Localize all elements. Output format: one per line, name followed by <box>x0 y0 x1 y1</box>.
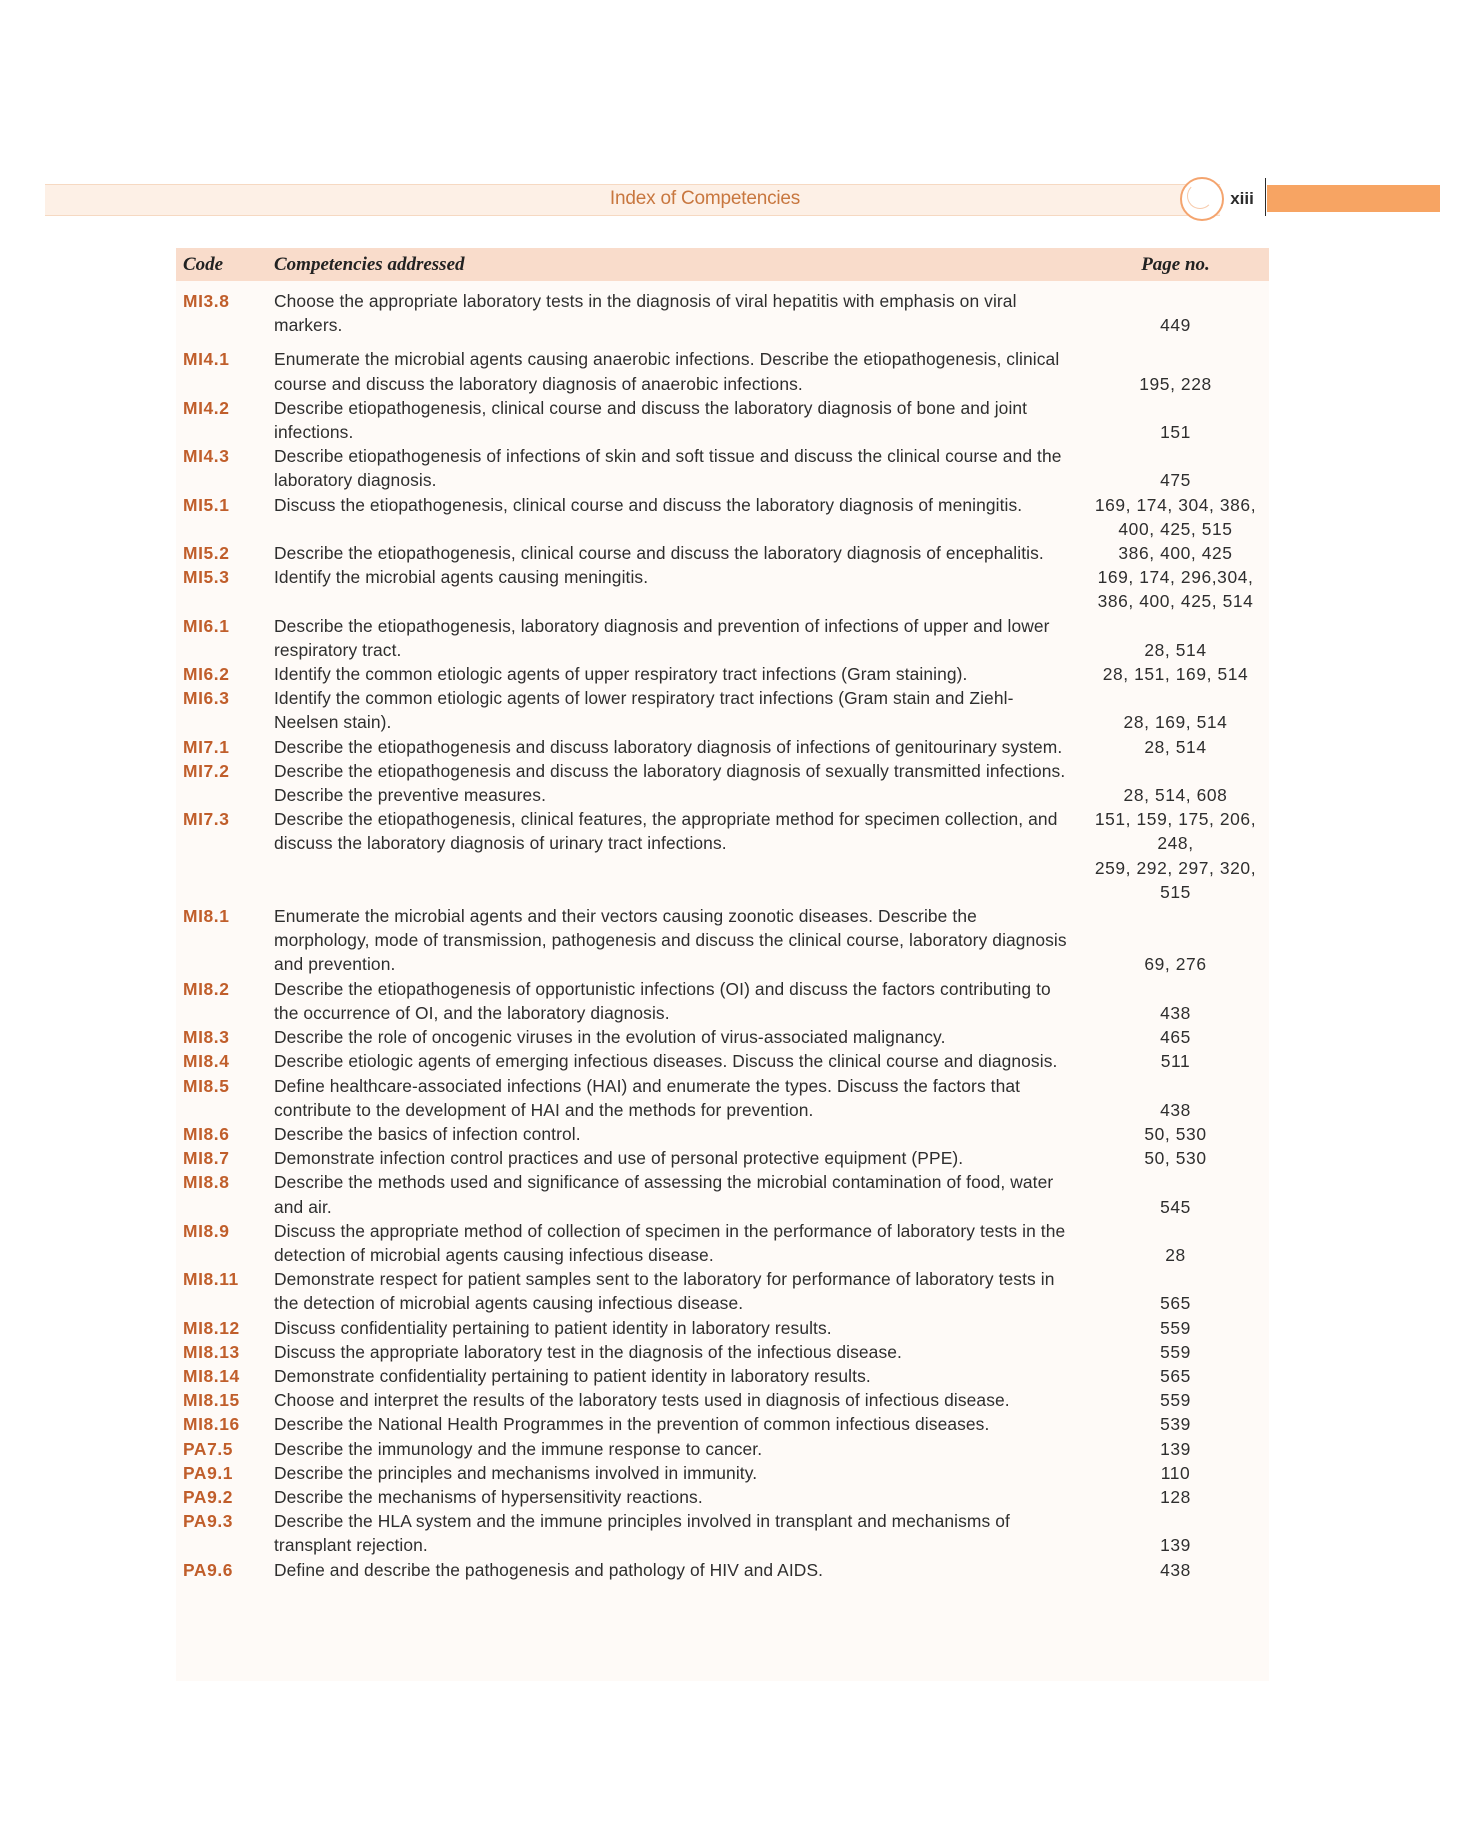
competency-description: Describe the etiopathogenesis, clinical features, the appropriate method for specimen collection, and discuss the laboratory diagnosis of urinary tract infections. <box>274 809 1058 854</box>
running-header-title: Index of Competencies <box>609 188 801 209</box>
competency-code: MI4.1 <box>183 349 230 370</box>
table-row <box>176 1388 1269 1412</box>
table-row <box>176 1509 1269 1557</box>
competency-description: Define healthcare-associated infections (HAI) and enumerate the types. Discuss the factors that contribute to the development of HAI and the methods for prevention. <box>274 1075 1021 1120</box>
page-numbers: 565 <box>1160 1293 1191 1314</box>
column-header-code: Code <box>183 253 224 275</box>
table-row <box>176 1364 1269 1388</box>
competency-description: Choose and interpret the results of the laboratory tests used in diagnosis of infectious disease. <box>274 1390 1010 1411</box>
competency-code: MI4.3 <box>183 446 230 467</box>
competency-code: MI8.6 <box>183 1123 230 1144</box>
table-row <box>176 1461 1269 1485</box>
competency-code: MI5.3 <box>183 567 230 588</box>
competency-code: MI3.8 <box>183 291 230 311</box>
competency-description: Choose the appropriate laboratory tests in the diagnosis of viral hepatitis with emphasis on viral markers. <box>274 291 1017 336</box>
table-row <box>176 1219 1269 1267</box>
table-row <box>176 1412 1269 1436</box>
table-row <box>176 1437 1269 1461</box>
competency-description: Enumerate the microbial agents and their vectors causing zoonotic diseases. Describe the morphology, mode of transmission, pathogenesis and discuss the clinical course, laboratory diagnosis and prevention. <box>274 906 1067 975</box>
page-numbers: 438 <box>1160 1002 1191 1023</box>
competency-description: Describe the etiopathogenesis and discuss laboratory diagnosis of infections of genitourinary system. <box>274 736 1063 757</box>
competency-code: MI8.15 <box>183 1390 240 1411</box>
table-row <box>176 1074 1269 1122</box>
page-numbers: 475 <box>1160 470 1191 491</box>
competencies-table <box>176 248 1269 1582</box>
competency-code: MI8.3 <box>183 1027 230 1048</box>
competency-description: Describe the etiopathogenesis and discuss the laboratory diagnosis of sexually transmitted infections. Describe the preventive measures. <box>274 760 1066 806</box>
page-numbers: 386, 400, 425 <box>1118 543 1233 564</box>
page-numbers: 28, 514 <box>1144 639 1207 660</box>
competency-description: Demonstrate infection control practices and use of personal protective equipment (PPE). <box>274 1148 964 1169</box>
page-numbers: 50, 530 <box>1144 1123 1207 1144</box>
table-row <box>176 614 1269 662</box>
page-numbers: 195, 228 <box>1139 373 1212 394</box>
competency-description: Demonstrate respect for patient samples sent to the laboratory for performance of laboratory tests in the detection of microbial agents causing infectious disease. <box>274 1269 1055 1314</box>
table-row <box>176 1485 1269 1509</box>
page-numbers: 110 <box>1160 1462 1191 1483</box>
competency-description: Discuss the etiopathogenesis, clinical course and discuss the laboratory diagnosis of meningitis. <box>274 494 1023 515</box>
table-row <box>176 281 1269 337</box>
competency-description: Describe the etiopathogenesis, laboratory diagnosis and prevention of infections of upper and lower respiratory tract. <box>274 615 1050 660</box>
table-row <box>176 1170 1269 1218</box>
competency-code: PA7.5 <box>183 1438 234 1459</box>
competency-description: Describe the mechanisms of hypersensitivity reactions. <box>274 1486 703 1507</box>
competency-description: Describe the National Health Programmes in the prevention of common infectious diseases. <box>274 1414 990 1435</box>
table-row <box>176 662 1269 686</box>
table-row <box>176 977 1269 1025</box>
competency-description: Describe the basics of infection control. <box>274 1123 581 1144</box>
page-numbers: 28, 151, 169, 514 <box>1102 664 1249 685</box>
competency-description: Discuss confidentiality pertaining to patient identity in laboratory results. <box>274 1317 832 1338</box>
page-numbers: 559 <box>1160 1317 1191 1338</box>
table-row <box>176 735 1269 759</box>
competency-code: MI8.16 <box>183 1414 240 1435</box>
table-row <box>176 807 1269 904</box>
competency-code: PA9.3 <box>183 1511 234 1532</box>
competency-description: Describe the etiopathogenesis, clinical course and discuss the laboratory diagnosis of encephalitis. <box>274 543 1044 564</box>
competency-code: MI8.13 <box>183 1341 240 1362</box>
table-row <box>176 337 1269 395</box>
competency-code: MI6.2 <box>183 664 230 685</box>
competency-description: Describe etiopathogenesis, clinical course and discuss the laboratory diagnosis of bone and joint infections. <box>274 397 1028 443</box>
page-numbers: 438 <box>1160 1099 1191 1120</box>
page-numbers: 28, 169, 514 <box>1123 712 1228 733</box>
competency-code: MI8.5 <box>183 1075 230 1096</box>
table-header-row <box>176 248 1269 281</box>
column-header-competencies: Competencies addressed <box>274 253 465 275</box>
competency-code: MI8.12 <box>183 1317 240 1338</box>
competency-description: Describe the methods used and significance of assessing the microbial contamination of food, water and air. <box>274 1172 1054 1217</box>
table-row <box>176 1049 1269 1073</box>
page-numbers: 128 <box>1160 1486 1191 1507</box>
page-numbers: 139 <box>1160 1535 1191 1556</box>
table-row <box>176 1025 1269 1049</box>
page-numbers: 559 <box>1160 1341 1191 1362</box>
competency-description: Describe the HLA system and the immune principles involved in transplant and mechanisms of transplant rejection. <box>274 1511 1010 1556</box>
competency-code: MI5.2 <box>183 543 230 564</box>
competency-description: Describe the etiopathogenesis of opportunistic infections (OI) and discuss the factors contributing to the occurrence of OI, and the laboratory diagnosis. <box>274 978 1051 1023</box>
competency-description: Define and describe the pathogenesis and pathology of HIV and AIDS. <box>274 1559 824 1580</box>
page-numbers: 511 <box>1160 1051 1191 1072</box>
page-numbers: 438 <box>1160 1559 1191 1580</box>
competency-code: MI8.14 <box>183 1365 240 1386</box>
competency-code: MI6.1 <box>183 615 230 636</box>
page-numbers: 539 <box>1160 1414 1191 1435</box>
competency-code: MI4.2 <box>183 397 230 418</box>
competency-code: MI8.1 <box>183 906 230 927</box>
competency-code: MI7.3 <box>183 809 230 830</box>
competency-code: PA9.1 <box>183 1462 234 1483</box>
competency-description: Describe the principles and mechanisms involved in immunity. <box>274 1462 758 1483</box>
competency-description: Discuss the appropriate laboratory test in the diagnosis of the infectious disease. <box>274 1341 902 1362</box>
competency-description: Describe the immunology and the immune response to cancer. <box>274 1438 763 1459</box>
competency-code: MI8.8 <box>183 1172 230 1193</box>
table-row <box>176 396 1269 444</box>
table-row <box>176 444 1269 492</box>
page-number-divider <box>1265 178 1266 216</box>
competency-description: Demonstrate confidentiality pertaining to patient identity in laboratory results. <box>274 1365 871 1386</box>
competency-description: Identify the common etiologic agents of upper respiratory tract infections (Gram staining). <box>274 664 968 685</box>
table-row <box>176 904 1269 977</box>
competencies-table-container <box>176 248 1269 1681</box>
table-row <box>176 686 1269 734</box>
table-body <box>176 281 1269 1582</box>
page-numbers: 169, 174, 304, 386, 400, 425, 515 <box>1094 494 1257 539</box>
page-numbers: 169, 174, 296,304, 386, 400, 425, 514 <box>1097 567 1254 612</box>
competency-code: MI7.1 <box>183 736 230 757</box>
table-row <box>176 1267 1269 1315</box>
competency-description: Enumerate the microbial agents causing anaerobic infections. Describe the etiopathogenesis, clinical course and discuss the laboratory diagnosis of anaerobic infections. <box>274 349 1060 394</box>
competency-description: Describe the role of oncogenic viruses in the evolution of virus-associated malignancy. <box>274 1027 946 1048</box>
competency-code: PA9.6 <box>183 1559 234 1580</box>
table-row <box>176 1146 1269 1170</box>
page-number: xiii <box>1230 189 1254 208</box>
page-numbers: 545 <box>1160 1196 1191 1217</box>
competency-code: MI8.9 <box>183 1220 230 1241</box>
page-numbers: 139 <box>1160 1438 1191 1459</box>
table-row <box>176 1122 1269 1146</box>
table-row <box>176 759 1269 807</box>
competency-description: Discuss the appropriate method of collection of specimen in the performance of laboratory tests in the detection of microbial agents causing infectious disease. <box>274 1220 1066 1265</box>
competency-code: MI5.1 <box>183 494 230 515</box>
table-row <box>176 1558 1269 1582</box>
competency-description: Describe etiopathogenesis of infections of skin and soft tissue and discuss the clinical course and the laboratory diagnosis. <box>274 446 1062 491</box>
competency-code: MI8.2 <box>183 978 230 999</box>
competency-code: PA9.2 <box>183 1486 234 1507</box>
competency-code: MI6.3 <box>183 688 230 709</box>
page-tab-accent <box>1267 185 1440 212</box>
table-row <box>176 1340 1269 1364</box>
column-header-page-no: Page no. <box>1141 253 1210 275</box>
page-marker-circle-icon <box>1180 177 1224 221</box>
table-row <box>176 541 1269 565</box>
competency-code: MI8.4 <box>183 1051 230 1072</box>
page-numbers: 50, 530 <box>1144 1148 1207 1169</box>
page-numbers: 565 <box>1160 1365 1191 1386</box>
table-row <box>176 565 1269 613</box>
competency-description: Identify the common etiologic agents of lower respiratory tract infections (Gram stain and Ziehl-Neelsen stain). <box>274 688 1014 733</box>
page-numbers: 449 <box>1160 315 1191 336</box>
page-numbers: 28, 514, 608 <box>1123 785 1228 806</box>
page-numbers: 28, 514 <box>1144 736 1207 757</box>
page-numbers: 465 <box>1160 1027 1191 1048</box>
page-numbers: 559 <box>1160 1390 1191 1411</box>
competency-code: MI8.7 <box>183 1148 230 1169</box>
page-numbers: 151, 159, 175, 206, 248, 259, 292, 297, 320, 515 <box>1094 809 1257 902</box>
competency-code: MI8.11 <box>183 1269 239 1290</box>
page-numbers: 28 <box>1165 1244 1186 1265</box>
table-row <box>176 1316 1269 1340</box>
competency-description: Identify the microbial agents causing meningitis. <box>274 567 649 588</box>
competency-code: MI7.2 <box>183 760 230 781</box>
table-row <box>176 493 1269 541</box>
page-numbers: 151 <box>1160 422 1191 443</box>
competency-description: Describe etiologic agents of emerging infectious diseases. Discuss the clinical course and diagnosis. <box>274 1051 1058 1072</box>
page-numbers: 69, 276 <box>1144 954 1207 975</box>
